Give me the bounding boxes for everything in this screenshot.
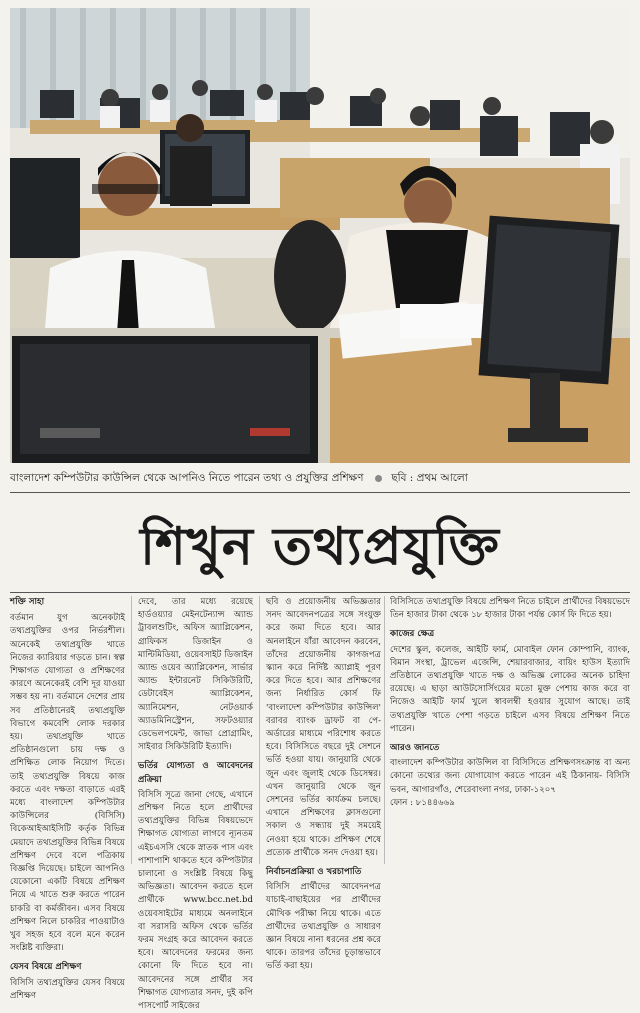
article-column-4 (390, 596, 630, 864)
article-column-1 (10, 596, 125, 1001)
article-paragraph: দেবে, তার মধ্যে রয়েছে হার্ডওয়্যার মেইনটেন্যান্স অ্যান্ড ট্রাবলশুটিং, অফিস অ্যাপ্লিকেশন, গ্রাফিকস ডিজাইন ও মাল্টিমিডিয়া, ওয়েবসাইট ডিজাইন অ্যান্ড ওয়েব অ্যাপ্লিকেশন, সার্ভার অ্যান্ড ইন্টারনেট সিকিউরিটি, ডেটাবেইস অ্যাপ্লিকেশন, অ্যানিমেশন, নেটওয়ার্ক অ্যাডমিনিস্ট্রেশন, সফটওয়্যার ডেভেলপমেন্ট, জাভা প্রোগ্রামিং, সাইবার সিকিউরিটি ইত্যাদি। (138, 597, 253, 753)
classroom-photo (10, 8, 630, 463)
caption-credit: ছবি : প্রথম আলো (391, 472, 468, 484)
photo-caption (10, 468, 630, 488)
section-heading: নির্বাচনপ্রক্রিয়া ও খরচাপাতি (266, 867, 362, 878)
article-column-3 (266, 596, 381, 972)
article-paragraph: বাংলাদেশ কম্পিউটার কাউন্সিল বা বিসিসিতে প্রশিক্ষণসংক্রান্ত বা অন্য কোনো তথ্যের জন্য যোগাযোগ করতে পারেন এই ঠিকানায়- বিসিসি ভবন, আগারগাঁও, শেরেবাংলা নগর, ঢাকা-১২০৭ (390, 758, 630, 795)
lenovo-badge-left (40, 428, 100, 438)
section-heading: কাজের ক্ষেত্র (390, 629, 435, 640)
divider-bottom (10, 592, 630, 593)
article-paragraph: দেশের স্কুল, কলেজ, আইটি ফার্ম, মোবাইল ফোন কোম্পানি, ব্যাংক, বিমান সংস্থা, ট্রাভেল এজেন্সি, শেয়ারবাজার, বায়িং হাউস ইত্যাদি প্রতিষ্ঠানে তথ্যপ্রযুক্তি খাতে দক্ষ ও অভিজ্ঞ লোকের অনেক চাহিদা রয়েছে। এ ছাড়া আউটসোর্সিংয়ের মতো মুক্ত পেশায় কাজ করে বা নিজেও আইটি ফার্ম খুলে স্বাবলম্বী হওয়ার সুযোগ আছে। তাই তথ্যপ্রযুক্তি খাতে পেশা গড়তে চাইলে এসব বিষয়ে প্রশিক্ষণ নিতে পারেন। (390, 644, 630, 734)
contact-phone: ফোন : ৮১৪৪৬৬৯ (390, 797, 455, 808)
article-paragraph: বিসিসিতে তথ্যপ্রযুক্তি বিষয়ে প্রশিক্ষণ নিতে চাইলে প্রার্থীদের বিষয়ভেদে তিন হাজার টাকা থেকে ১৮ হাজার টাকা পর্যন্ত কোর্স ফি দিতে হয়। (390, 597, 630, 621)
article-column-2 (138, 596, 253, 1012)
column-divider (259, 596, 260, 864)
article-paragraph: ছবি ও প্রয়োজনীয় অভিজ্ঞতার সনদ আবেদনপত্রের সঙ্গে সংযুক্ত করে জমা দিতে হবে। আর অনলাইনে যাঁরা আবেদন করবেন, তাঁদের প্রয়োজনীয় কাগজপত্র স্ক্যান করে নির্দিষ্ট অ্যাপ্লাই পূরণ করে দিতে হবে। আর প্রশিক্ষণের জন্য নির্ধারিত কোর্স ফি 'বাংলাদেশ কম্পিউটার কাউন্সিল' বরাবর ব্যাংক ড্রাফট বা পে-অর্ডারের মাধ্যমে পরিশোধ করতে হবে। বিসিসিতে বছরে দুই সেশনে ভর্তি হওয়া যায়। জানুয়ারি থেকে জুন এবং জুলাই থেকে ডিসেম্বর। এখন জানুয়ারি থেকে জুন সেশনের ভর্তির কার্যক্রম চলছে। এখানে প্রশিক্ষণের ক্লাসগুলো সকাল ও সন্ধ্যায় দুই সময়েই নেওয়া হয়ে থাকে। প্রশিক্ষণ শেষে প্রত্যেক প্রার্থীকে সনদ দেওয়া হয়। (266, 597, 381, 858)
section-heading: যেসব বিষয়ে প্রশিক্ষণ (10, 962, 82, 973)
article-paragraph: বর্তমান যুগ অনেকটাই তথ্যপ্রযুক্তির ওপর নির্ভরশীল। অনেকেই তথ্যপ্রযুক্তি খাতে নিজের ক্যারিয়ার গড়তে চান। স্বল্প শিক্ষাগত যোগ্যতা ও প্রশিক্ষণের কারণে অনেকেরই বেশি দূর যাওয়া সম্ভব হয় না। বর্তমানে দেশের প্রায় সব প্রতিষ্ঠানেরই তথ্যপ্রযুক্তি বিভাগে কমবেশি লোক দরকার হয়। তথ্যপ্রযুক্তি খাতে প্রতিষ্ঠানগুলো চায় দক্ষ ও প্রশিক্ষিত লোক নিয়োগ দিতে। তাই তথ্যপ্রযুক্তি বিষয়ে কাজ করতে এবং দক্ষতা বাড়াতে এরই মধ্যে বাংলাদেশ কম্পিউটার কাউন্সিলের (বিসিসি) বিকেআইআইসিটি কর্তৃক বিভিন্ন মেয়াদে তথ্যপ্রযুক্তির বিভিন্ন বিষয়ে প্রশিক্ষণ দেবে বলে পত্রিকায় বিজ্ঞপ্তি দিয়েছে। চাইলে আপনিও যেকোনো একটি বিষয়ে প্রশিক্ষণ নিয়ে এ খাতে শুরু করতে পারেন চাকরি বা কর্মজীবন। এসব বিষয়ে প্রশিক্ষণ নিলে চাকরির পাওয়াটাও খুব সহজ হবে বলে মনে করেন সংশ্লিষ্ট ব্যক্তিরা। (10, 613, 125, 954)
classroom-illustration (10, 8, 630, 463)
article-paragraph: বিসিসি প্রার্থীদের আবেদনপত্র যাচাই-বাছাইয়ের পর প্রার্থীদের মৌখিক পরীক্ষা নিয়ে থাকে। এতে প্রার্থীদের তথ্যপ্রযুক্তি ও সাধারণ জ্ঞান বিষয়ে নানা ধরনের প্রশ্ন করে থাকে। তারপর তাঁদের চূড়ান্তভাবে ভর্তি করা হয়। (266, 882, 381, 972)
divider-top (10, 492, 630, 493)
caption-text: বাংলাদেশ কম্পিউটার কাউন্সিল থেকে আপনিও নিতে পারেন তথ্য ও প্রযুক্তির প্রশিক্ষণ (10, 472, 364, 484)
bullet-icon (375, 475, 382, 482)
column-divider (384, 596, 385, 864)
column-divider (131, 596, 132, 864)
article-paragraph: বিসিসি সূত্রে জানা গেছে, এখানে প্রশিক্ষণ নিতে হলে প্রার্থীদের তথ্যপ্রযুক্তির বিভিন্ন বিষয়ভেদে শিক্ষাগত যোগ্যতা লাগবে ন্যূনতম এইচএসসি থেকে স্নাতক পাস এবং পাশাপাশি থাকতে হবে কম্পিউটার চালানো ও সংশ্লিষ্ট বিষয়ে কিছু অভিজ্ঞতা। আবেদন করতে হলে প্রার্থীকে www.bcc.net.bd ওয়েবসাইটের মাধ্যমে অনলাইনে বা সরাসরি অফিস থেকে ভর্তির ফরম সংগ্রহ করে আবেদন করতে হবে। আবেদনের ফরমের জন্য কোনো ফি দিতে হবে না। আবেদনের সঙ্গে প্রার্থীর সব শিক্ষাগত যোগ্যতার সনদ, দুই কপি পাসপোর্ট সাইজের (138, 789, 253, 1012)
page-title: শিখুন তথ্যপ্রযুক্তি (140, 516, 500, 577)
article-paragraph: বিসিসি তথ্যপ্রযুক্তির যেসব বিষয়ে প্রশিক্ষণ (10, 977, 125, 1001)
section-heading: আরও জানতে (390, 743, 440, 754)
section-heading: ভর্তির যোগ্যতা ও আবেদনের প্রক্রিয়া (138, 761, 253, 785)
byline: শক্তি সাহা (10, 597, 45, 607)
